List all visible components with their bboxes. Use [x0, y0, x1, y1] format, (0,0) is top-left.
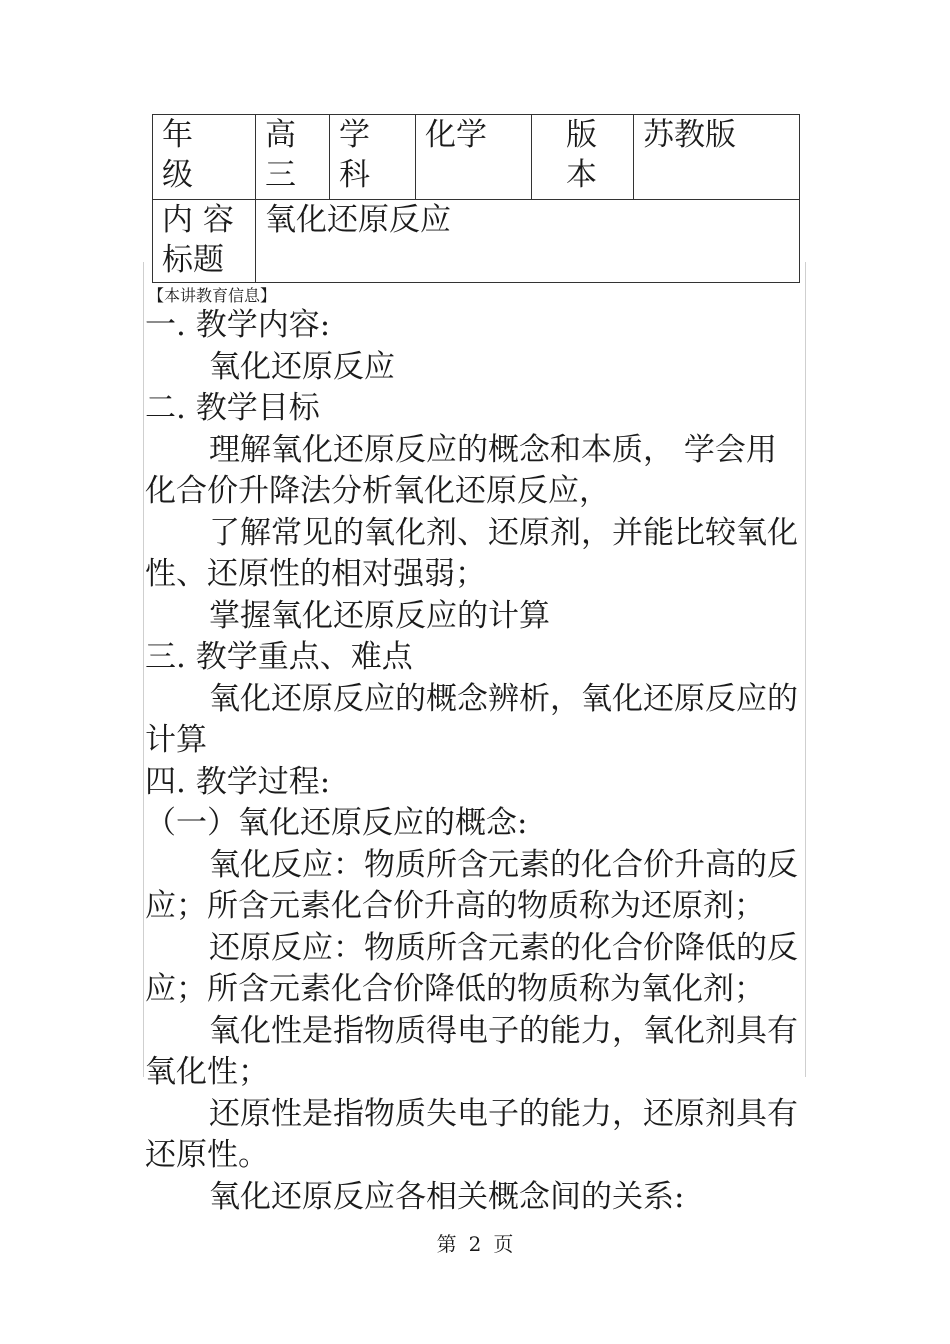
heading-teaching-content: 一. 教学内容:	[145, 307, 331, 343]
body-line: 理解氧化还原反应的概念和本质， 学会用	[209, 431, 777, 468]
topic-label: 内 容标题	[162, 202, 234, 278]
body-line: 氧化性是指物质得电子的能力，氧化剂具有	[209, 1012, 798, 1049]
heading-teaching-process: 四. 教学过程:	[145, 763, 331, 800]
topic-value: 氧化还原反应	[265, 202, 451, 238]
subject-value: 化学	[425, 117, 487, 153]
body-line: 氧化还原反应	[209, 348, 395, 385]
body-line: 掌握氧化还原反应的计算	[209, 597, 550, 634]
subject-value-cell	[415, 114, 532, 200]
body-line: 还原反应：物质所含元素的化合价降低的反	[209, 929, 798, 966]
heading-teaching-goals: 二. 教学目标	[145, 390, 320, 426]
body-line: 氧化性；	[145, 1054, 269, 1090]
heading-key-points: 三. 教学重点、难点	[145, 639, 413, 675]
body-line: 还原性。	[145, 1137, 269, 1173]
page-suffix: 页	[493, 1232, 514, 1256]
page-number: 2	[468, 1232, 482, 1256]
grade-value: 高三	[265, 117, 296, 193]
grade-value-cell	[255, 114, 330, 200]
grade-label-cell	[152, 114, 256, 200]
left-margin-line	[143, 262, 144, 1077]
body-line: 氧化反应：物质所含元素的化合价升高的反	[209, 846, 798, 883]
edition-value: 苏教版	[643, 117, 736, 153]
page-footer	[0, 1231, 950, 1257]
page-prefix: 第	[436, 1232, 457, 1256]
edition-value-cell	[633, 114, 800, 200]
edition-label: 版本	[566, 117, 597, 193]
subject-label-cell	[329, 114, 416, 200]
lesson-content	[145, 305, 810, 1218]
topic-value-cell	[255, 199, 800, 283]
body-line: 氧化还原反应的概念辨析，氧化还原反应的	[209, 680, 798, 717]
grade-label: 年级	[162, 117, 193, 193]
header-info-table	[152, 114, 800, 283]
body-line: 氧化还原反应各相关概念间的关系:	[209, 1178, 685, 1215]
body-line: 性、还原性的相对强弱；	[145, 556, 486, 592]
body-line: 计算	[145, 722, 207, 758]
body-line: 化合价升降法分析氧化还原反应，	[145, 473, 610, 509]
edition-label-cell	[531, 114, 634, 200]
subheading-concepts: （一）氧化还原反应的概念:	[145, 805, 528, 841]
body-line: 应；所含元素化合价升高的物质称为还原剂；	[145, 888, 765, 924]
topic-label-cell	[152, 199, 256, 283]
subject-label: 学科	[339, 117, 370, 193]
body-line: 应；所含元素化合价降低的物质称为氧化剂；	[145, 971, 765, 1007]
body-line: 了解常见的氧化剂、还原剂，并能比较氧化	[209, 514, 798, 551]
lesson-info-label: 【本讲教育信息】	[148, 286, 277, 305]
body-line: 还原性是指物质失电子的能力，还原剂具有	[209, 1095, 798, 1132]
